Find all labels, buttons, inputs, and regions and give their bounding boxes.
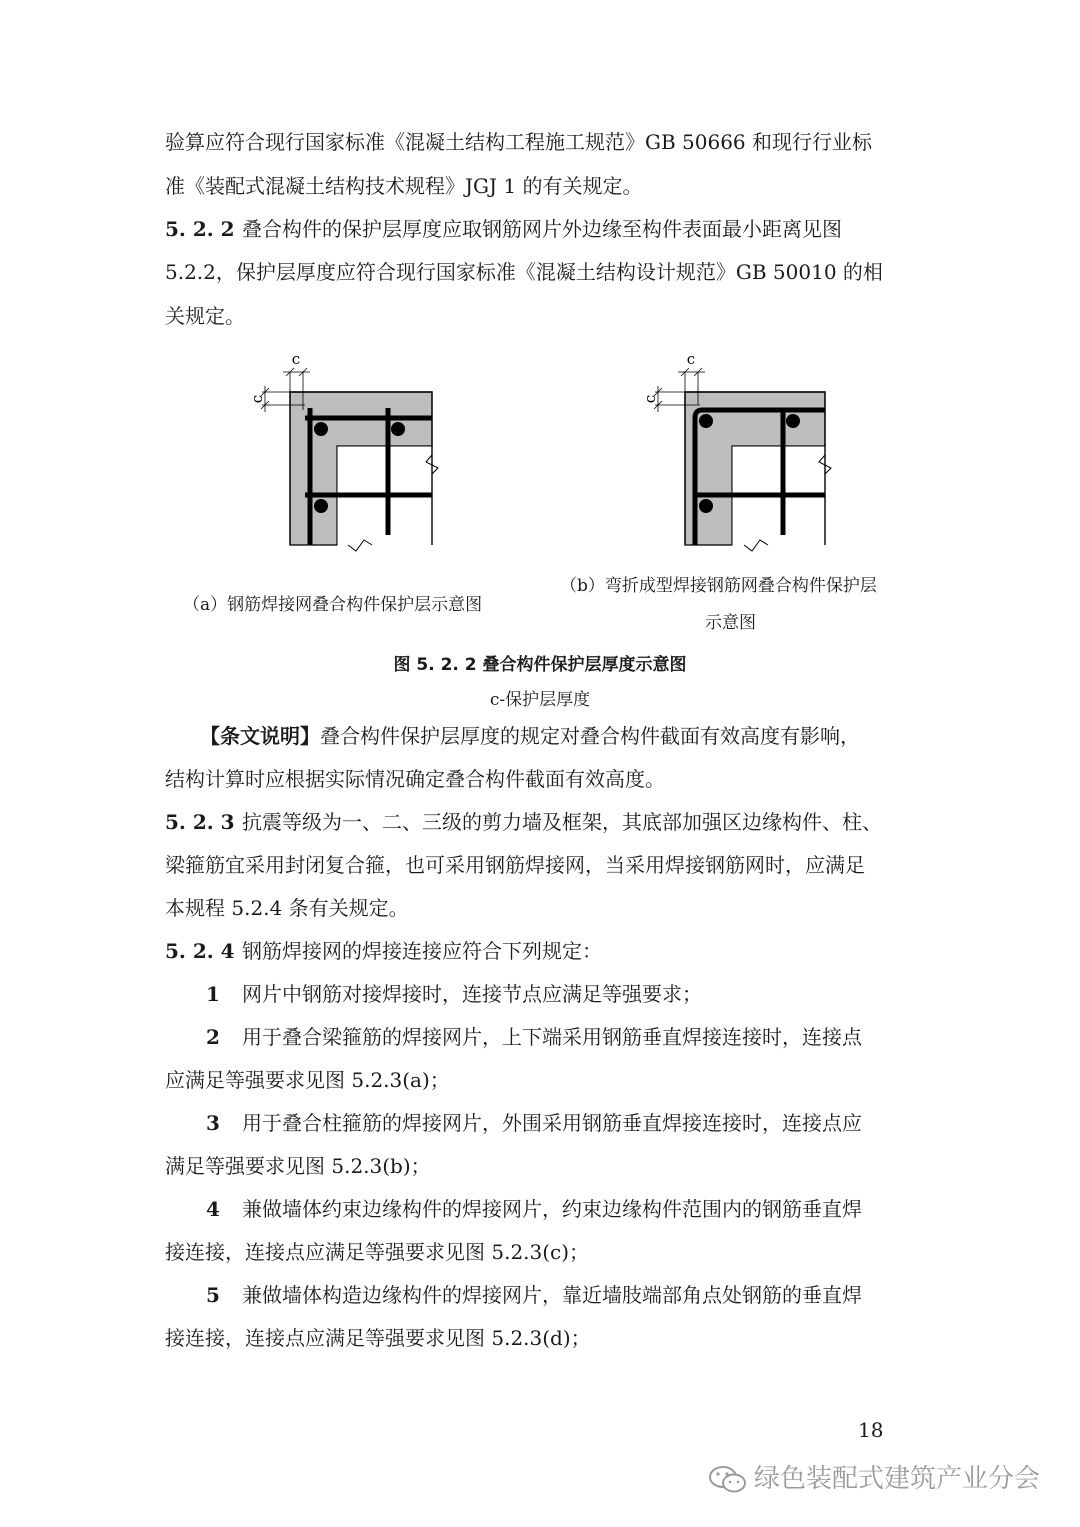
list-item-number: 5 — [206, 1283, 220, 1307]
explanation-line — [200, 722, 860, 750]
list-item-text: 满足等强要求见图 5.2.3(b)； — [165, 1154, 431, 1178]
figure-b-caption: （b）弯折成型焊接钢筋网叠合构件保护层 — [560, 576, 877, 596]
list-item-number: 3 — [206, 1111, 220, 1135]
list-item-text: 接连接，连接点应满足等强要求见图 5.2.3(d)； — [165, 1326, 591, 1350]
list-item-text: 用于叠合梁箍筋的焊接网片，上下端采用钢筋垂直焊接连接时，连接点 — [242, 1025, 862, 1049]
list-item-number: 4 — [206, 1197, 220, 1221]
figure-subtitle: c-保护层厚度 — [489, 690, 591, 710]
list-item-text: 接连接，连接点应满足等强要求见图 5.2.3(c)； — [165, 1240, 590, 1264]
dimension-label-c: c — [686, 350, 696, 368]
list-item-text: 应满足等强要求见图 5.2.3(a)； — [165, 1068, 450, 1092]
paragraph-line: 本规程 5.2.4 条有关规定。 — [165, 896, 409, 920]
explanation-text: 叠合构件保护层厚度的规定对叠合构件截面有效高度有影响， — [320, 724, 860, 748]
paragraph-line: 抗震等级为一、二、三级的剪力墙及框架，其底部加强区边缘构件、柱、 — [242, 810, 882, 834]
list-item-text: 用于叠合柱箍筋的焊接网片，外围采用钢筋垂直焊接连接时，连接点应 — [242, 1111, 862, 1135]
paragraph-line: 钢筋焊接网的焊接连接应符合下列规定： — [242, 939, 602, 963]
dimension-label-c: c — [248, 394, 266, 404]
paragraph-line: 叠合构件的保护层厚度应取钢筋网片外边缘至构件表面最小距离见图 — [242, 217, 842, 241]
list-item-number: 1 — [206, 982, 220, 1006]
paragraph-line: 梁箍筋宜采用封闭复合箍，也可采用钢筋焊接网，当采用焊接钢筋网时，应满足 — [165, 853, 865, 877]
list-item-text: 兼做墙体约束边缘构件的焊接网片，约束边缘构件范围内的钢筋垂直焊 — [242, 1197, 862, 1221]
paragraph-line: 关规定。 — [165, 304, 245, 328]
explanation-line: 结构计算时应根据实际情况确定叠合构件截面有效高度。 — [165, 767, 665, 791]
explanation-label: 【条文说明】 — [200, 724, 320, 748]
paragraph-line: 验算应符合现行国家标准《混凝土结构工程施工规范》GB 50666 和现行行业标 — [165, 130, 873, 154]
figure-a-caption: （a）钢筋焊接网叠合构件保护层示意图 — [183, 595, 483, 615]
figure-b-caption: 示意图 — [705, 613, 756, 633]
dimension-label-c: c — [641, 394, 659, 404]
list-item-number: 2 — [206, 1025, 220, 1049]
list-item-text: 兼做墙体构造边缘构件的焊接网片，靠近墙肢端部角点处钢筋的垂直焊 — [242, 1283, 862, 1307]
section-number-5-2-4: 5. 2. 4 — [165, 939, 235, 963]
figure-a-diagram — [240, 340, 450, 555]
section-number-5-2-2: 5. 2. 2 — [165, 217, 235, 241]
dimension-label-c: c — [291, 350, 301, 368]
watermark — [708, 1458, 1040, 1496]
paragraph-line: 准《装配式混凝土结构技术规程》JGJ 1 的有关规定。 — [165, 174, 643, 198]
page-number: 18 — [858, 1418, 884, 1442]
paragraph-line: 5.2.2，保护层厚度应符合现行国家标准《混凝土结构设计规范》GB 50010 的相 — [165, 260, 883, 284]
list-item-text: 网片中钢筋对接焊接时，连接节点应满足等强要求； — [242, 982, 702, 1006]
section-number-5-2-3: 5. 2. 3 — [165, 810, 235, 834]
figure-b-diagram — [630, 340, 840, 555]
wechat-icon — [708, 1464, 748, 1496]
watermark-text: 绿色装配式建筑产业分会 — [754, 1464, 1041, 1494]
figure-title: 图 5. 2. 2 叠合构件保护层厚度示意图 — [393, 655, 687, 675]
